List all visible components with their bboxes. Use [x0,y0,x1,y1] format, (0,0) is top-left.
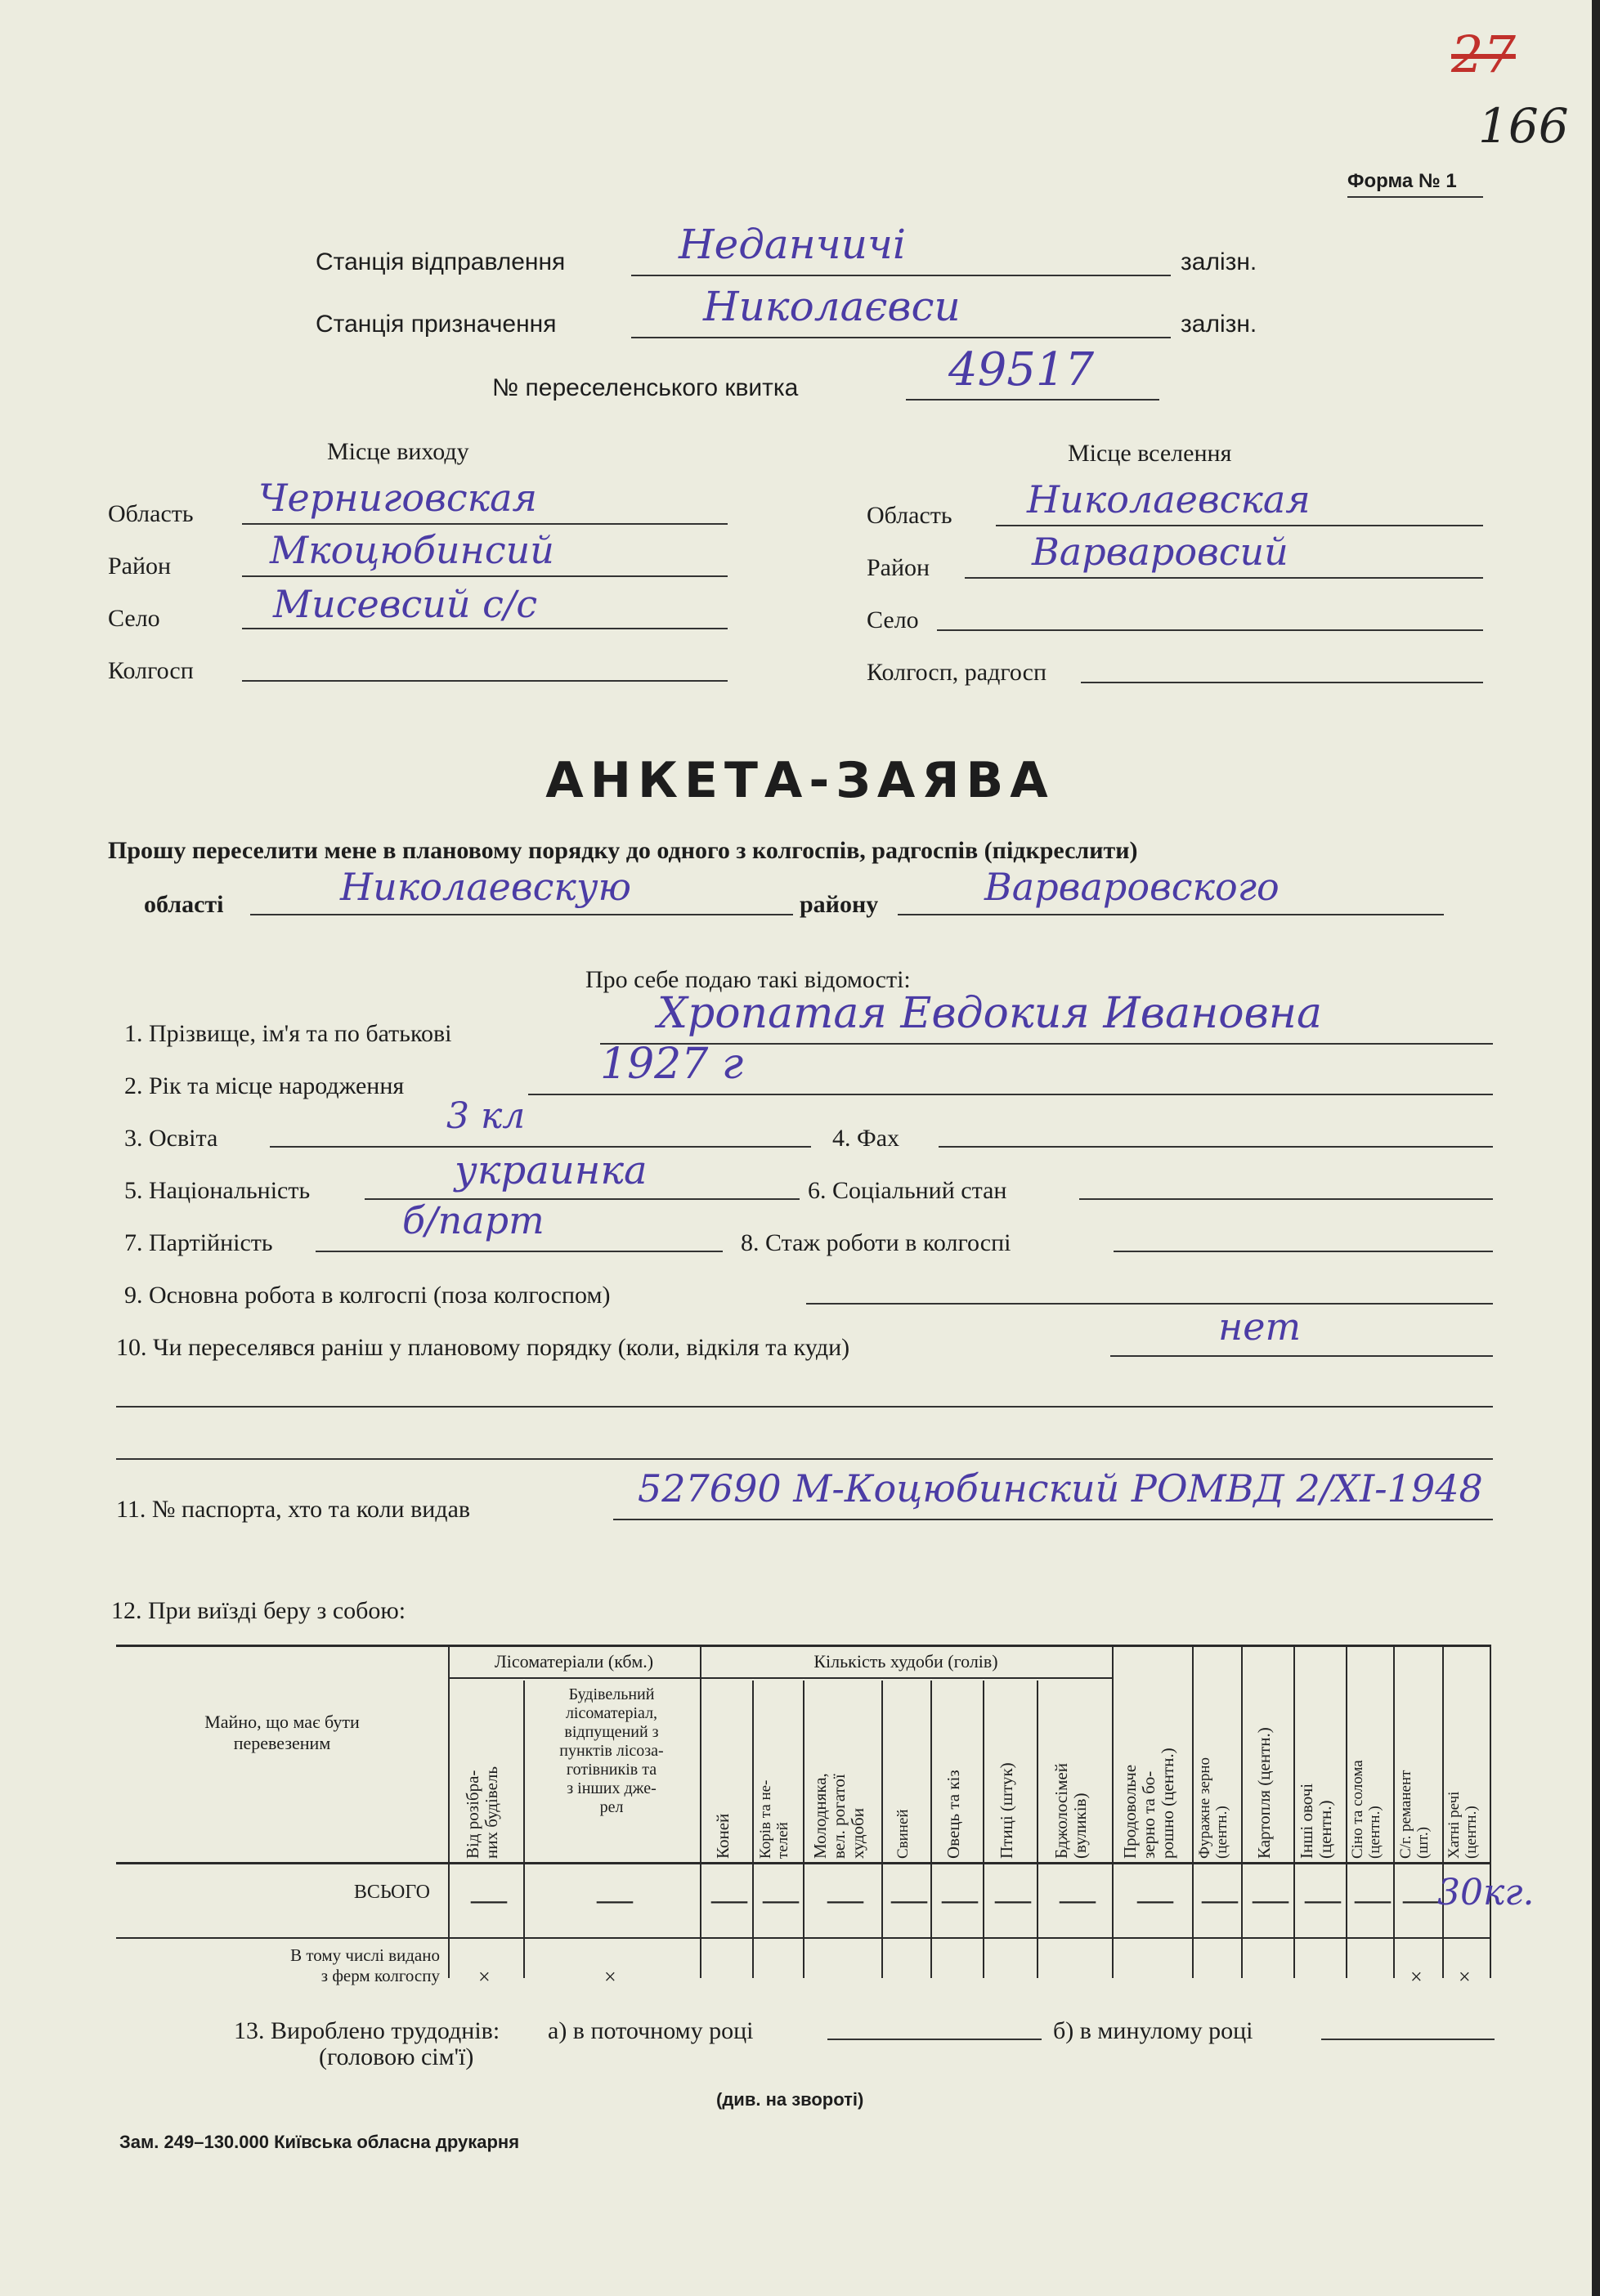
table-col-header-2: Будівельний лісоматеріал, відпущений з пунктів лісоза- готівників та з інших дже- рел [559,1685,664,1816]
form-number: Форма № 1 [1347,170,1457,192]
table-total-dash: — [471,1879,507,1919]
table-total-dash: — [827,1879,863,1919]
table-farm-cross: × [478,1965,491,1989]
table-col-divider [1490,1645,1491,1978]
field-3-label: 3. Освіта [124,1125,218,1152]
origin-selo-label: Село [108,605,160,632]
workdays-sub: (головою сім'ї) [319,2043,474,2070]
field-11-value: 527690 М-Коцюбинский РОМВД 2/XI-1948 [638,1466,1483,1511]
table-group-cattle: Кількість худоби (голів) [813,1651,998,1672]
table-col-header-14: Сіно та солома (центн.) [1349,1760,1383,1859]
field-6-label: 6. Соціальний стан [808,1177,1007,1204]
origin-oblast-value: Черниговская [258,476,537,520]
field-3-value: 3 кл [446,1095,526,1137]
table-col-header-8: Птиці (штук) [996,1762,1016,1859]
field-11-label: 11. № паспорта, хто та коли видав [116,1496,471,1523]
field-1-label: 1. Прізвище, ім'я та по батькові [124,1020,452,1047]
table-farm-cross: × [604,1965,616,1989]
request-raion-value: Варваровского [984,865,1280,909]
table-col-header-7: Овець та кіз [943,1770,963,1859]
field-1-value: Хропатая Евдокия Ивановна [657,989,1323,1038]
destination-label: Станція призначення [316,311,557,338]
request-text: Прошу переселити мене в плановому порядку до одного з колгоспів, радгоспів (підкреслити) [108,837,1138,864]
table-total-dash: — [942,1879,978,1919]
table-col-property: Майно, що має бути перевезеним [204,1712,360,1753]
table-total-dash: — [1355,1879,1391,1919]
field-7-value: б/парт [402,1198,545,1242]
field-10-label: 10. Чи переселявся раніш у плановому порядку (коли, відкіля та куди) [116,1334,850,1361]
page-edge [1592,0,1600,2296]
field-10-value: нет [1218,1305,1302,1349]
settlement-raion-label: Район [867,554,930,581]
origin-selo-value: Мисевсий с/с [273,582,538,626]
table-col-header-13: Інші овочі (центн.) [1297,1783,1335,1859]
field-9-label: 9. Основна робота в колгоспі (поза колгоспом) [124,1282,611,1309]
table-col-divider [523,1681,525,1978]
table-col-header-4: Корів та не- телей [757,1779,791,1859]
request-oblast-label: області [144,891,224,918]
settlement-title: Місце вселення [1068,440,1232,467]
table-col-header-5: Молодняка, вел. рогатої худоби [809,1773,867,1859]
table-total-dash: — [891,1879,927,1919]
page-number: 166 [1478,98,1569,154]
origin-oblast-label: Область [108,500,194,527]
request-oblast-value: Николаевскую [340,865,632,909]
workdays-label: 13. Вироблено трудоднів: [234,2017,500,2044]
field-12-label: 12. При виїзді беру з собою: [111,1597,406,1624]
departure-value: Неданчичі [679,221,907,268]
origin-raion-label: Район [108,553,172,580]
table-total-household: 30кг. [1437,1872,1535,1913]
settlement-raion-value: Варваровсий [1032,530,1289,574]
field-4-label: 4. Фах [832,1125,900,1152]
workdays-a-label: а) в поточному році [548,2017,754,2044]
table-col-header-12: Картопля (центн.) [1253,1727,1274,1859]
ticket-label: № переселенського квитка [492,374,799,401]
table-col-header-15: С/г. реманент (шт.) [1397,1770,1432,1859]
origin-title: Місце виходу [327,438,469,465]
field-5-label: 5. Національність [124,1177,311,1204]
table-total-dash: — [1137,1879,1173,1919]
table-total-dash: — [597,1879,633,1919]
ticket-value: 49517 [948,343,1095,396]
settlement-oblast-label: Область [867,502,952,529]
field-8-label: 8. Стаж роботи в колгоспі [741,1229,1011,1256]
table-total-dash: — [1060,1879,1096,1919]
field-2-value: 1927 г [600,1040,744,1089]
table-total-dash: — [1305,1879,1341,1919]
table-total-dash: — [1202,1879,1238,1919]
old-page-number: 27 [1451,25,1516,84]
field-7-label: 7. Партійність [124,1229,273,1256]
table-group-timber: Лісоматеріали (кбм.) [494,1651,654,1672]
table-col-header-6: Свиней [894,1809,912,1859]
request-raion-label: району [800,891,879,918]
printer-imprint: Зам. 249–130.000 Київська обласна друкарня [119,2132,520,2152]
origin-kolhosp-label: Колгосп [108,657,194,684]
origin-raion-value: Мкоцюбинсий [270,528,554,572]
table-col-header-16: Хатні речі (центн.) [1445,1791,1480,1859]
table-col-header-9: Бджолосімей (вуликів) [1051,1763,1090,1859]
table-total-dash: — [1253,1879,1289,1919]
table-total-dash: — [763,1879,799,1919]
ticket-line [906,399,1159,401]
field-2-label: 2. Рік та місце народження [124,1072,405,1099]
settlement-selo-label: Село [867,606,919,633]
table-farm-cross: × [1459,1965,1471,1989]
settlement-oblast-value: Николаевская [1027,477,1311,521]
destination-line [631,337,1171,338]
table-total-dash: — [995,1879,1031,1919]
table-row-total-label: ВСЬОГО [353,1882,430,1903]
form-title: АНКЕТА-ЗАЯВА [545,752,1055,809]
see-back-note: (див. на звороті) [716,2089,864,2110]
settlement-kolhosp-label: Колгосп, радгосп [867,659,1047,686]
table-col-header-10: Продовольче зерно та бо- рошно (центн.) [1119,1748,1177,1859]
table-farm-cross: × [1410,1965,1423,1989]
workdays-b-label: б) в минулому році [1053,2017,1253,2044]
field-5-value: украинка [455,1148,648,1193]
table-col-header-1: Від розібра- них будівель [463,1766,501,1859]
destination-suffix: залізн. [1181,311,1257,338]
table-total-dash: — [1403,1879,1439,1919]
table-col-header-11: Фуражне зерно (центн.) [1196,1757,1230,1859]
departure-label: Станція відправлення [316,248,566,275]
intro-text: Про себе подаю такі відомості: [585,966,911,993]
table-col-header-3: Коней [712,1813,733,1859]
table-total-dash: — [711,1879,747,1919]
table-row-farm-label: В тому числі видано з ферм колгоспу [290,1945,440,1985]
destination-value: Николаєвси [703,283,961,330]
departure-line [631,275,1171,276]
departure-suffix: залізн. [1181,248,1257,275]
